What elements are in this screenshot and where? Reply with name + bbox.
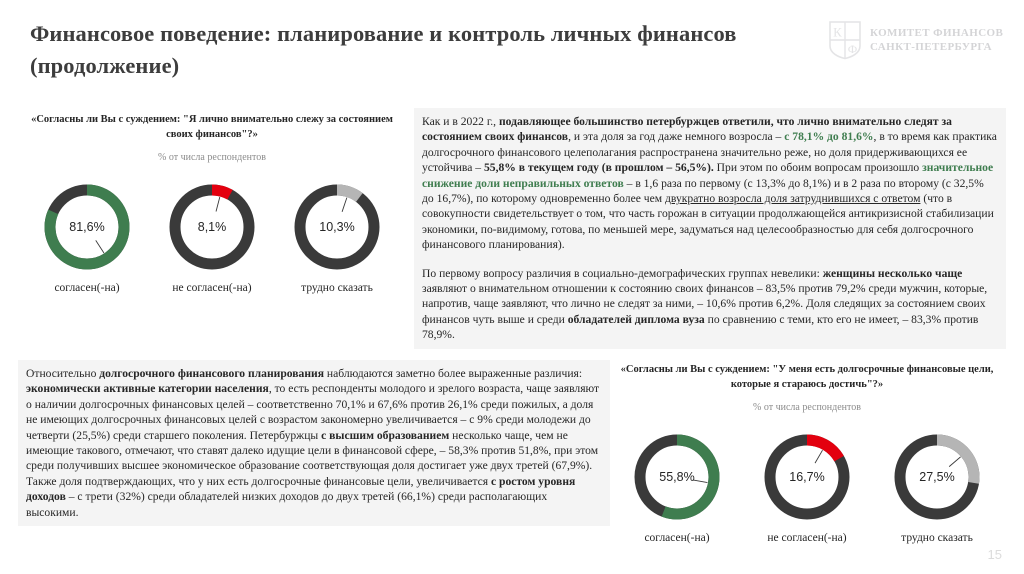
shield-kf-logo-icon (828, 20, 862, 60)
donut-category-label: согласен(-на) (54, 282, 120, 294)
text-run-bold: экономически активные категории населения (26, 382, 269, 396)
donut-value-label: 10,3% (319, 220, 355, 234)
donut-item (878, 429, 996, 544)
donut-group (28, 179, 396, 294)
logo-text (870, 26, 1003, 54)
donut-value-label: 16,7% (789, 470, 825, 484)
donut-group (618, 429, 996, 544)
chart-subtitle: % от числа респондентов (158, 152, 266, 163)
text-run: – в 1,6 раза по первому (с 13,3% до 8,1%) и в 2 раза по второму (с 32,5% до 16,7%), по которому одновременно более чем (422, 176, 984, 206)
text-run-highlight-green: значительное снижение доли неправильных ответов (422, 161, 994, 190)
text-panel-bottom-left (18, 360, 610, 526)
chart-title: «Согласны ли Вы с суждением: "Я лично внимательно слежу за состоянием своих финансов"?» (31, 114, 393, 140)
chart-subtitle: % от числа респондентов (753, 402, 861, 413)
donut-category-label: не согласен(-на) (767, 532, 847, 544)
text-run-underline: двукратно возросла доля затруднившихся с ответом (665, 192, 921, 206)
text-run-bold: 55,8% в текущем году (в прошлом – 56,5%). (483, 161, 714, 175)
text-run-bold: женщины несколько чаще (822, 266, 963, 280)
donut-item (278, 179, 396, 294)
text-run: по сравнению с теми, кто его не имеет, – 83,3% против 78,9%. (422, 312, 979, 342)
text-run: – с трети (32%) среди обладателей низких доходов до двух третей (66,1%) среди располагающих высокими. (26, 490, 548, 519)
text-run-highlight-green: с 78,1% до 81,6% (784, 130, 874, 144)
text-run: заявляют о внимательном отношении к состоянию своих финансов – 83,5% против 79,2% среди мужчин, которые, напротив, чаще заявляют, что лично не следят за ними, – 10,6% против 6,2%. Доля следящих за состоянием своих финансов чуть выше и среди (422, 282, 988, 326)
text-run: , и эта доля за год даже немного возросла – (568, 130, 785, 144)
text-run: наблюдаются заметно более выраженные различия: (323, 367, 583, 380)
donut-chart (39, 179, 135, 275)
donut-chart (289, 179, 385, 275)
text-run: Как и в 2022 г., (422, 115, 499, 128)
donut-value-label: 27,5% (919, 470, 955, 484)
logo-line-2: САНКТ-ПЕТЕРБУРГА (870, 41, 992, 53)
donut-category-label: трудно сказать (901, 532, 973, 544)
text-run: (что в совокупности свидетельствует о том, что часть горожан в ситуации продолжающейся антикризисной стабилизации экономики, по-видимому, готова, по меньшей мере, задуматься над целесообразностью для себя долгосрочного финансового планирования). (422, 192, 994, 252)
donut-chart (629, 429, 725, 525)
donut-value-label: 8,1% (197, 220, 227, 234)
donut-item (28, 179, 146, 294)
chart-top-attention (28, 112, 396, 294)
text-run: несколько чаще, чем не имеющие такового, отмечают, что ставят далеко идущие цели в финансовой сфере, – 58,3% против 51,8%, при этом среди получивших высшее экономическое образование соответствующая доля достигает уже двух третей (67,9%). Также доля подтверждающих, что у них есть долгосрочные финансовые цели, увеличивается (26, 428, 599, 488)
text-run: , в то время как практика долгосрочного финансового целеполагания распространена значительно реже, но доля придерживающихся ее устойчива – (422, 130, 997, 175)
donut-value-label: 55,8% (659, 470, 695, 484)
logo-line-1: КОМИТЕТ ФИНАНСОВ (870, 27, 1004, 39)
donut-chart (889, 429, 985, 525)
page-title: Финансовое поведение: планирование и контроль личных финансов (продолжение) (30, 21, 737, 78)
donut-category-label: трудно сказать (301, 282, 373, 294)
text-run: Относительно (26, 367, 100, 380)
svg-text:Ф: Ф (847, 42, 858, 56)
chart-bottom-goals (618, 362, 996, 544)
chart-title: «Согласны ли Вы с суждением: "У меня есть долгосрочные финансовые цели, которые я стараюсь достичь"?» (620, 364, 994, 390)
text-panel-top-right (414, 108, 1006, 349)
donut-category-label: не согласен(-на) (172, 282, 252, 294)
svg-text:К: К (833, 24, 842, 40)
text-run: , то есть респонденты молодого и зрелого возраста, чаще заявляют о наличии долгосрочных финансовых целей – соответственно 70,1% и 67,6% против 26,1% среди пожилых, а доля не имеющих долгосрочных финансовых целей с возрастом закономерно увеличивается – с 9% среди молодежи до четверти (25,5%) среди старшего поколения. Петербуржцы (26, 382, 600, 442)
donut-item (748, 429, 866, 544)
text-run-bold: с ростом уровня доходов (26, 474, 576, 504)
organization-logo (828, 20, 1003, 60)
text-run-bold: подавляющее большинство петербуржцев ответили, что лично внимательно следят за состоянием своих финансов (422, 115, 952, 144)
paragraph-1 (422, 114, 998, 253)
text-run-bold: с высшим образованием (321, 428, 450, 442)
paragraph-2 (422, 266, 998, 343)
donut-category-label: согласен(-на) (644, 532, 710, 544)
text-run-bold: долгосрочного финансового планирования (99, 367, 324, 380)
donut-chart (164, 179, 260, 275)
text-run-bold: обладателей диплома вуза (567, 312, 705, 326)
donut-item (153, 179, 271, 294)
donut-item (618, 429, 736, 544)
donut-chart (759, 429, 855, 525)
page-number: 15 (987, 547, 1002, 562)
paragraph-1 (26, 366, 602, 520)
text-run: При этом по обоим вопросам произошло (713, 161, 923, 175)
slide-header (0, 0, 1024, 92)
text-run: По первому вопросу различия в социально-демографических группах невелики: (422, 266, 823, 280)
donut-value-label: 81,6% (69, 220, 105, 234)
